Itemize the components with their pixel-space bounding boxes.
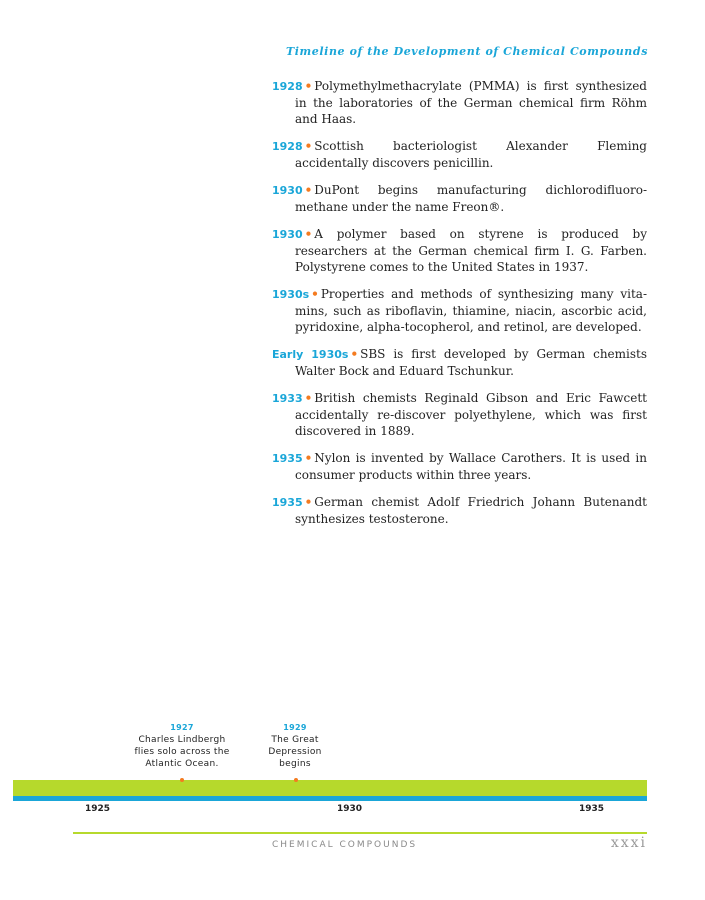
bullet-icon: • [304, 495, 313, 509]
entry-year: 1935 [272, 452, 303, 465]
entry-text: Scottish bacteriologist Alexander Fleming accidentally discovers penicillin. [295, 139, 647, 170]
entry-year: 1928 [272, 80, 303, 93]
timeline-entry [272, 390, 647, 439]
entry-text: German chemist Adolf Friedrich Johann Butenandt synthesizes testosterone. [295, 495, 647, 526]
bullet-icon: • [350, 347, 359, 361]
timeline-entry [272, 450, 647, 483]
entry-text: British chemists Reginald Gibson and Eric Fawcett accidentally re-discover polyethylene, which was first discovered in 1889. [295, 391, 647, 438]
event-year: 1927 [170, 723, 194, 732]
event-marker-dot [294, 778, 298, 782]
bullet-icon: • [304, 183, 313, 197]
event-line: Charles Lindbergh [138, 735, 226, 745]
timeline-entry [272, 138, 647, 171]
event-line: Atlantic Ocean. [145, 759, 219, 769]
entry-text: Polymethylmethacrylate (PMMA) is first synthesized in the laboratories of the German chemical firm Röhm and Haas. [295, 79, 647, 126]
entry-year: 1933 [272, 392, 303, 405]
timeline-tick-label: 1935 [579, 804, 605, 814]
entry-text: Nylon is invented by Wallace Carothers. It is used in consumer products within three years. [295, 451, 647, 482]
timeline-band-green [13, 780, 647, 796]
page-number: xxxi [610, 835, 647, 851]
timeline-event-1929 [255, 722, 335, 770]
bullet-icon: • [304, 79, 313, 93]
timeline-entry [272, 78, 647, 127]
bullet-icon: • [304, 391, 313, 405]
event-line: Depression [268, 747, 322, 757]
entry-year: 1935 [272, 496, 303, 509]
timeline-entry [272, 182, 647, 215]
entry-year: 1928 [272, 140, 303, 153]
entry-text: Properties and methods of synthesizing many vita-mins, such as riboflavin, thiamine, niacin, ascorbic acid, pyridoxine, alpha-tocopherol, and retinol, are developed. [295, 287, 647, 334]
event-line: The Great [271, 735, 319, 745]
footer-rule [73, 832, 647, 834]
entry-year: 1930 [272, 228, 303, 241]
entry-year: 1930 [272, 184, 303, 197]
bullet-icon: • [311, 287, 319, 301]
entry-text: A polymer based on styrene is produced by researchers at the German chemical firm I. G. Farben. Polystyrene comes to the United States in 1937. [295, 227, 647, 274]
event-marker-dot [180, 778, 184, 782]
timeline-entry [272, 494, 647, 527]
entry-text: DuPont begins manufacturing dichlorodifluoro-methane under the name Freon®. [295, 183, 647, 214]
event-line: flies solo across the [134, 747, 230, 757]
bullet-icon: • [304, 139, 313, 153]
timeline-event-1927 [127, 722, 237, 770]
entry-text: SBS is first developed by German chemists Walter Bock and Eduard Tschunkur. [295, 347, 648, 378]
timeline-tick-label: 1930 [337, 804, 363, 814]
timeline-entries [272, 78, 647, 538]
footer-book-title: CHEMICAL COMPOUNDS [272, 840, 418, 850]
running-header-title: Timeline of the Development of Chemical Compounds [285, 45, 648, 58]
event-year: 1929 [283, 723, 307, 732]
timeline-tick-label: 1925 [85, 804, 111, 814]
entry-year: Early 1930s [272, 348, 349, 361]
timeline-entry [272, 226, 647, 275]
event-line: begins [279, 759, 311, 769]
bullet-icon: • [304, 227, 313, 241]
timeline-entry [272, 286, 647, 335]
timeline-band-blue [13, 796, 647, 801]
bullet-icon: • [304, 451, 313, 465]
timeline-entry [272, 346, 647, 379]
entry-year: 1930s [272, 288, 310, 301]
